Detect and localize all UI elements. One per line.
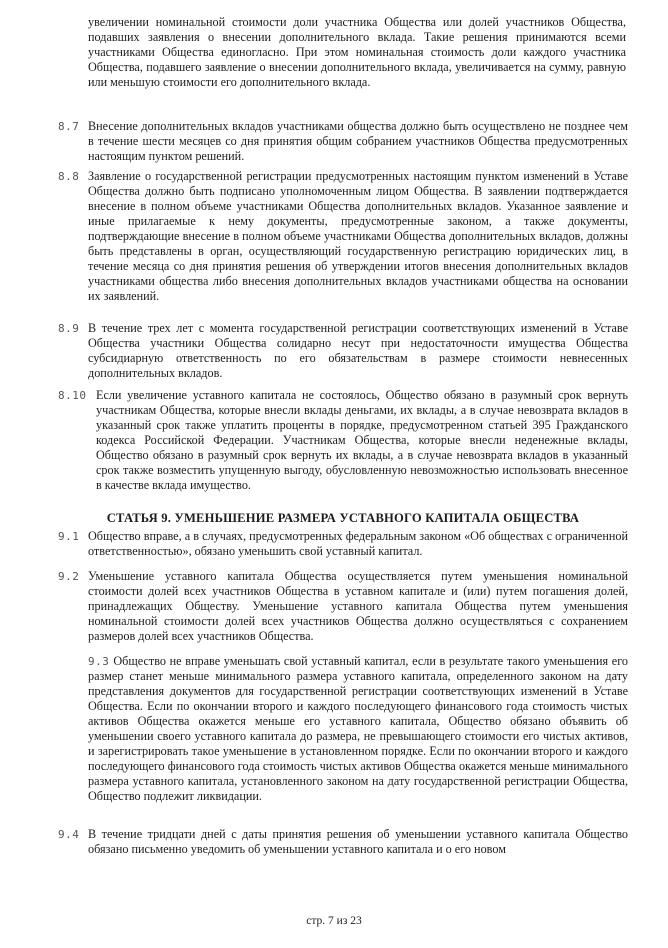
clause-text: Уменьшение уставного капитала Общества осуществляется путем уменьшения номинальной стоимости долей всех участников Общества в уставном капитале и (или) путем погашения долей, принадлежащих Обществу. Уменьшение уставного капитала Общества путем уменьшения номинальной стоимости долей всех участников Общества должно осуществляться с сохранением размеров долей всех участников Общества. [88,569,628,643]
clause-number: 8.7 [58,120,80,133]
clause-8-10 [58,388,628,493]
clause-number: 9.3 [88,655,110,668]
clause-text: В течение тридцати дней с даты принятия решения об уменьшении уставного капитала Общество обязано письменно уведомить об уменьшении уставного капитала и о его новом [88,827,628,856]
clause-text: Внесение дополнительных вкладов участниками общества должно быть осуществлено не позднее чем в течение шести месяцев со дня принятия общим собранием участников Общества предусмотренных настоящим пунктом решений. [88,119,628,163]
clause-number: 8.8 [58,170,80,183]
clause-8-9 [58,321,628,381]
clause-9-3 [88,654,628,804]
clause-number: 8.9 [58,322,80,335]
clause-8-8 [58,169,628,304]
clause-text: Заявление о государственной регистрации предусмотренных настоящим пунктом изменений в Уставе Общества должно быть подписано уполномоченным лицом Общества. В заявлении подтверждается внесение в полном объеме участниками Общества дополнительных вкладов. Указанное заявление и иные прилагаемые к нему документы, предусмотренные законом, а также документы, подтверждающие внесение в полном объеме участниками Общества дополнительных вкладов, должны быть представлены в орган, осуществляющий государственную регистрацию юридических лиц, в течение месяца со дня принятия решения об утверждении итогов внесения дополнительных вкладов участниками общества либо внесения дополнительных вкладов участниками общества на основании их заявлений. [88,169,628,303]
clause-9-4 [58,827,628,857]
clause-text: Общество не вправе уменьшать свой уставный капитал, если в результате такого уменьшения его размер станет меньше минимального размера уставного капитала, определенного законом на дату представления документов для государственной регистрации соответствующих изменений в Уставе Общества. Если по окончании второго и каждого последующего финансового года стоимость чистых активов Общества окажется меньше его уставного капитала, Общество обязано объявить об уменьшении своего уставного капитала до размера, не превышающего стоимости его чистых активов, и зарегистрировать такое уменьшение в установленном порядке. Если по окончании второго и каждого последующего финансового года стоимость чистых активов Общества окажется меньше минимального размера уставного капитала, установленного законом на дату государственной регистрации Общества, Общество подлежит ликвидации. [88,654,628,803]
clause-text: В течение трех лет с момента государственной регистрации соответствующих изменений в Уставе Общества участники Общества солидарно несут при недостаточности имущества Общества субсидиарную ответственность по его обязательствам в размере стоимости невнесенных дополнительных вкладов. [88,321,628,380]
clause-text: Общество вправе, а в случаях, предусмотренных федеральным законом «Об обществах с ограниченной ответственностью», обязано уменьшить свой уставный капитал. [88,529,628,558]
clause-number: 9.4 [58,828,80,841]
clause-text: Если увеличение уставного капитала не состоялось, Общество обязано в разумный срок вернуть участникам Общества, которые внесли вклады деньгами, их вклады, а в случае невозврата вкладов в указанный срок также уплатить проценты в порядке, предусмотренном статьей 395 Гражданского кодекса Российской Федерации. Участникам Общества, которые внесли неденежные вклады, Общество обязано в разумный срок вернуть их вклады, а в случае невозврата вкладов в указанный срок также возместить упущенную выгоду, обусловленную невозможностью использовать внесенное в качестве вклада имущество. [96,388,628,492]
clause-8-7 [58,119,628,164]
page-number: стр. 7 из 23 [306,915,362,927]
article-9-title: СТАТЬЯ 9. УМЕНЬШЕНИЕ РАЗМЕРА УСТАВНОГО КАПИТАЛА ОБЩЕСТВА [106,511,580,525]
intro-paragraph: увеличении номинальной стоимости доли участника Общества или долей участников Общества, подавших заявления о внесении дополнительного вклада. Такие решения принимаются всеми участниками Общества единогласно. При этом номинальная стоимость доли каждого участника Общества, подавшего заявление о внесении дополнительного вклада, увеличивается на сумму, равную или меньшую стоимости его дополнительного вклада. [88,15,626,89]
clause-number: 9.2 [58,570,80,583]
clause-9-2 [58,569,628,644]
clause-number: 8.10 [58,389,87,402]
clause-number: 9.1 [58,530,80,543]
clause-9-1 [58,529,628,559]
